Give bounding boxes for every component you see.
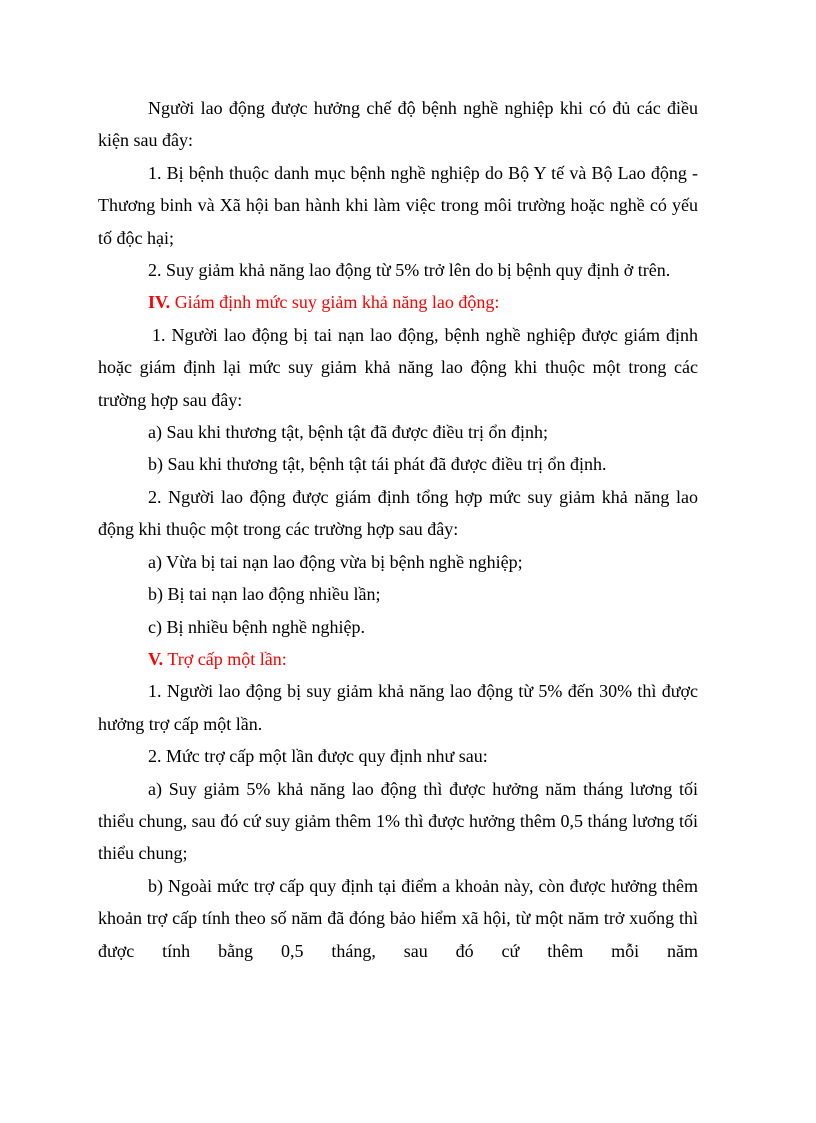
- paragraph-allowance-2a: a) Suy giảm 5% khả năng lao động thì được hưởng năm tháng lương tối thiểu chung, sau đó cứ suy giảm thêm 1% thì được hưởng thêm 0,5 tháng lương tối thiểu chung;: [98, 778, 698, 864]
- paragraph-assessment-1b: b) Sau khi thương tật, bệnh tật tái phát đã được điều trị ổn định.: [148, 454, 607, 475]
- paragraph-conditions-intro: Người lao động được hưởng chế độ bệnh nghề nghiệp khi có đủ các điều kiện sau đây:: [98, 98, 698, 151]
- paragraph-assessment-1: 1. Người lao động bị tai nạn lao động, bệnh nghề nghiệp được giám định hoặc giám định lại mức suy giảm khả năng lao động khi thuộc một trong các trường hợp sau đây:: [98, 324, 698, 410]
- paragraph-assessment-2a: a) Vừa bị tai nạn lao động vừa bị bệnh nghề nghiệp;: [148, 551, 523, 572]
- section-heading-iv-number: IV.: [148, 292, 171, 313]
- paragraph-allowance-2: 2. Mức trợ cấp một lần được quy định như sau:: [148, 746, 488, 767]
- paragraph-assessment-2c: c) Bị nhiều bệnh nghề nghiệp.: [148, 616, 365, 637]
- paragraph-assessment-2b: b) Bị tai nạn lao động nhiều lần;: [148, 584, 381, 605]
- section-heading-v: [98, 643, 698, 675]
- paragraph-condition-1: 1. Bị bệnh thuộc danh mục bệnh nghề nghiệp do Bộ Y tế và Bộ Lao động - Thương binh và Xã hội ban hành khi làm việc trong môi trường hoặc nghề có yếu tố độc hại;: [98, 162, 698, 248]
- paragraph-allowance-2b: b) Ngoài mức trợ cấp quy định tại điểm a khoản này, còn được hưởng thêm khoản trợ cấp tính theo số năm đã đóng bảo hiểm xã hội, từ một năm trở xuống thì được tính bằng 0,5 tháng, sau đó cứ thêm mỗi năm: [98, 875, 698, 961]
- section-heading-v-number: V.: [148, 648, 164, 669]
- paragraph-allowance-1: 1. Người lao động bị suy giảm khả năng lao động từ 5% đến 30% thì được hưởng trợ cấp một lần.: [98, 681, 698, 734]
- section-heading-v-title: Trợ cấp một lần:: [163, 648, 287, 669]
- paragraph-condition-2: 2. Suy giảm khả năng lao động từ 5% trở lên do bị bệnh quy định ở trên.: [148, 260, 671, 281]
- paragraph-assessment-2: 2. Người lao động được giám định tổng hợp mức suy giảm khả năng lao động khi thuộc một trong các trường hợp sau đây:: [98, 486, 698, 540]
- document-page: [98, 92, 698, 967]
- section-heading-iv-title: Giám định mức suy giảm khả năng lao động:: [170, 292, 500, 313]
- section-heading-iv: [98, 286, 698, 318]
- paragraph-assessment-1a: a) Sau khi thương tật, bệnh tật đã được điều trị ổn định;: [148, 422, 548, 443]
